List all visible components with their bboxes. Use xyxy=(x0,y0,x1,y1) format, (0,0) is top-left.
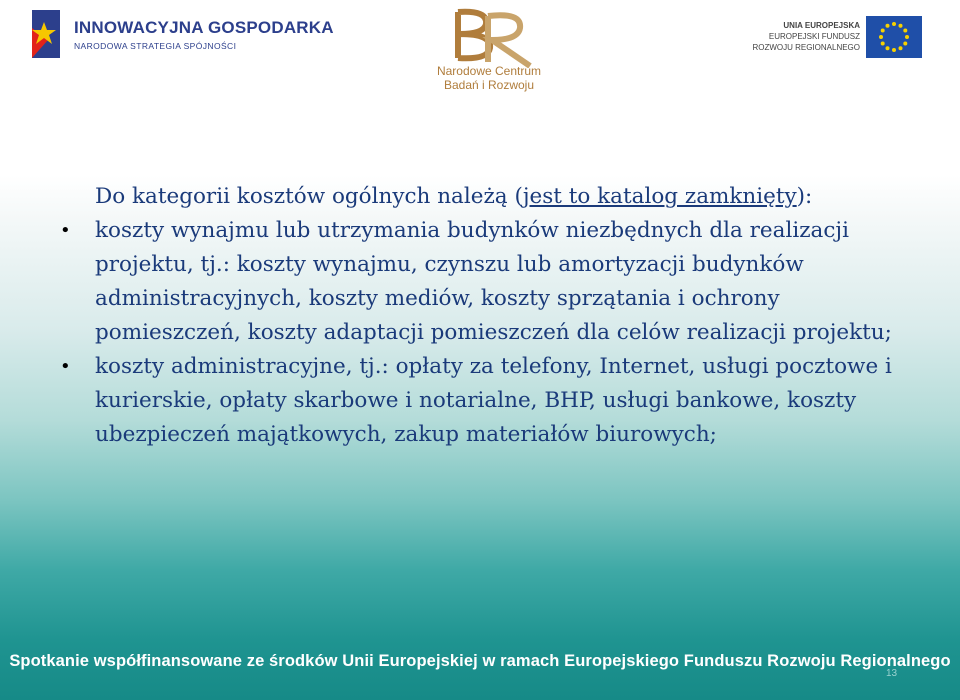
eu-logo xyxy=(752,14,930,60)
eu-flag-icon xyxy=(866,16,922,58)
eu-logo-text xyxy=(752,20,860,53)
bullet-icon: • xyxy=(60,356,71,377)
heading-text-start: Do kategorii kosztów ogólnych należą ( xyxy=(95,184,523,209)
heading-text-end: ): xyxy=(796,184,813,209)
page-number: 13 xyxy=(886,668,898,679)
eu-line1: UNIA EUROPEJSKA xyxy=(783,21,860,30)
ncbr-name-line1: Narodowe Centrum xyxy=(436,64,542,78)
slide-content xyxy=(60,180,920,452)
logo-title: INNOWACYJNA GOSPODARKA xyxy=(74,18,334,37)
list-item xyxy=(60,214,920,350)
eu-line2: EUROPEJSKI FUNDUSZ xyxy=(768,32,860,41)
logo-subtitle: NARODOWA STRATEGIA SPÓJNOŚCI xyxy=(74,41,237,51)
slide-heading xyxy=(60,180,920,214)
bullet-icon: • xyxy=(60,220,71,241)
list-item xyxy=(60,350,920,452)
innovative-economy-logo xyxy=(30,8,334,62)
heading-underlined-text: jest to katalog zamknięty xyxy=(522,184,797,209)
ncbr-logo xyxy=(420,6,570,98)
list-item-text: koszty wynajmu lub utrzymania budynków niezbędnych dla realizacji projektu, tj.: koszty wynajmu, czynszu lub amortyzacji budynków administracyjnych, koszty mediów, koszty sprzątania i ochrony pomieszczeń, koszty adaptacji pomieszczeń dla celów realizacji projektu; xyxy=(95,218,892,345)
ncbr-icon xyxy=(448,6,548,68)
cost-list xyxy=(60,214,920,452)
ncbr-name xyxy=(420,64,558,92)
header xyxy=(0,0,960,110)
list-item-text: koszty administracyjne, tj.: opłaty za telefony, Internet, usługi pocztowe i kurierskie, opłaty skarbowe i notarialne, BHP, usługi bankowe, koszty ubezpieczeń majątkowych, zakup materiałów biurowych; xyxy=(95,354,892,447)
innovative-economy-icon xyxy=(30,8,64,60)
footer-text: Spotkanie współfinansowane ze środków Unii Europejskiej w ramach Europejskiego Funduszu Rozwoju Regionalnego xyxy=(9,652,951,670)
ncbr-name-line2: Badań i Rozwoju xyxy=(443,78,535,92)
eu-line3: ROZWOJU REGIONALNEGO xyxy=(752,43,860,52)
